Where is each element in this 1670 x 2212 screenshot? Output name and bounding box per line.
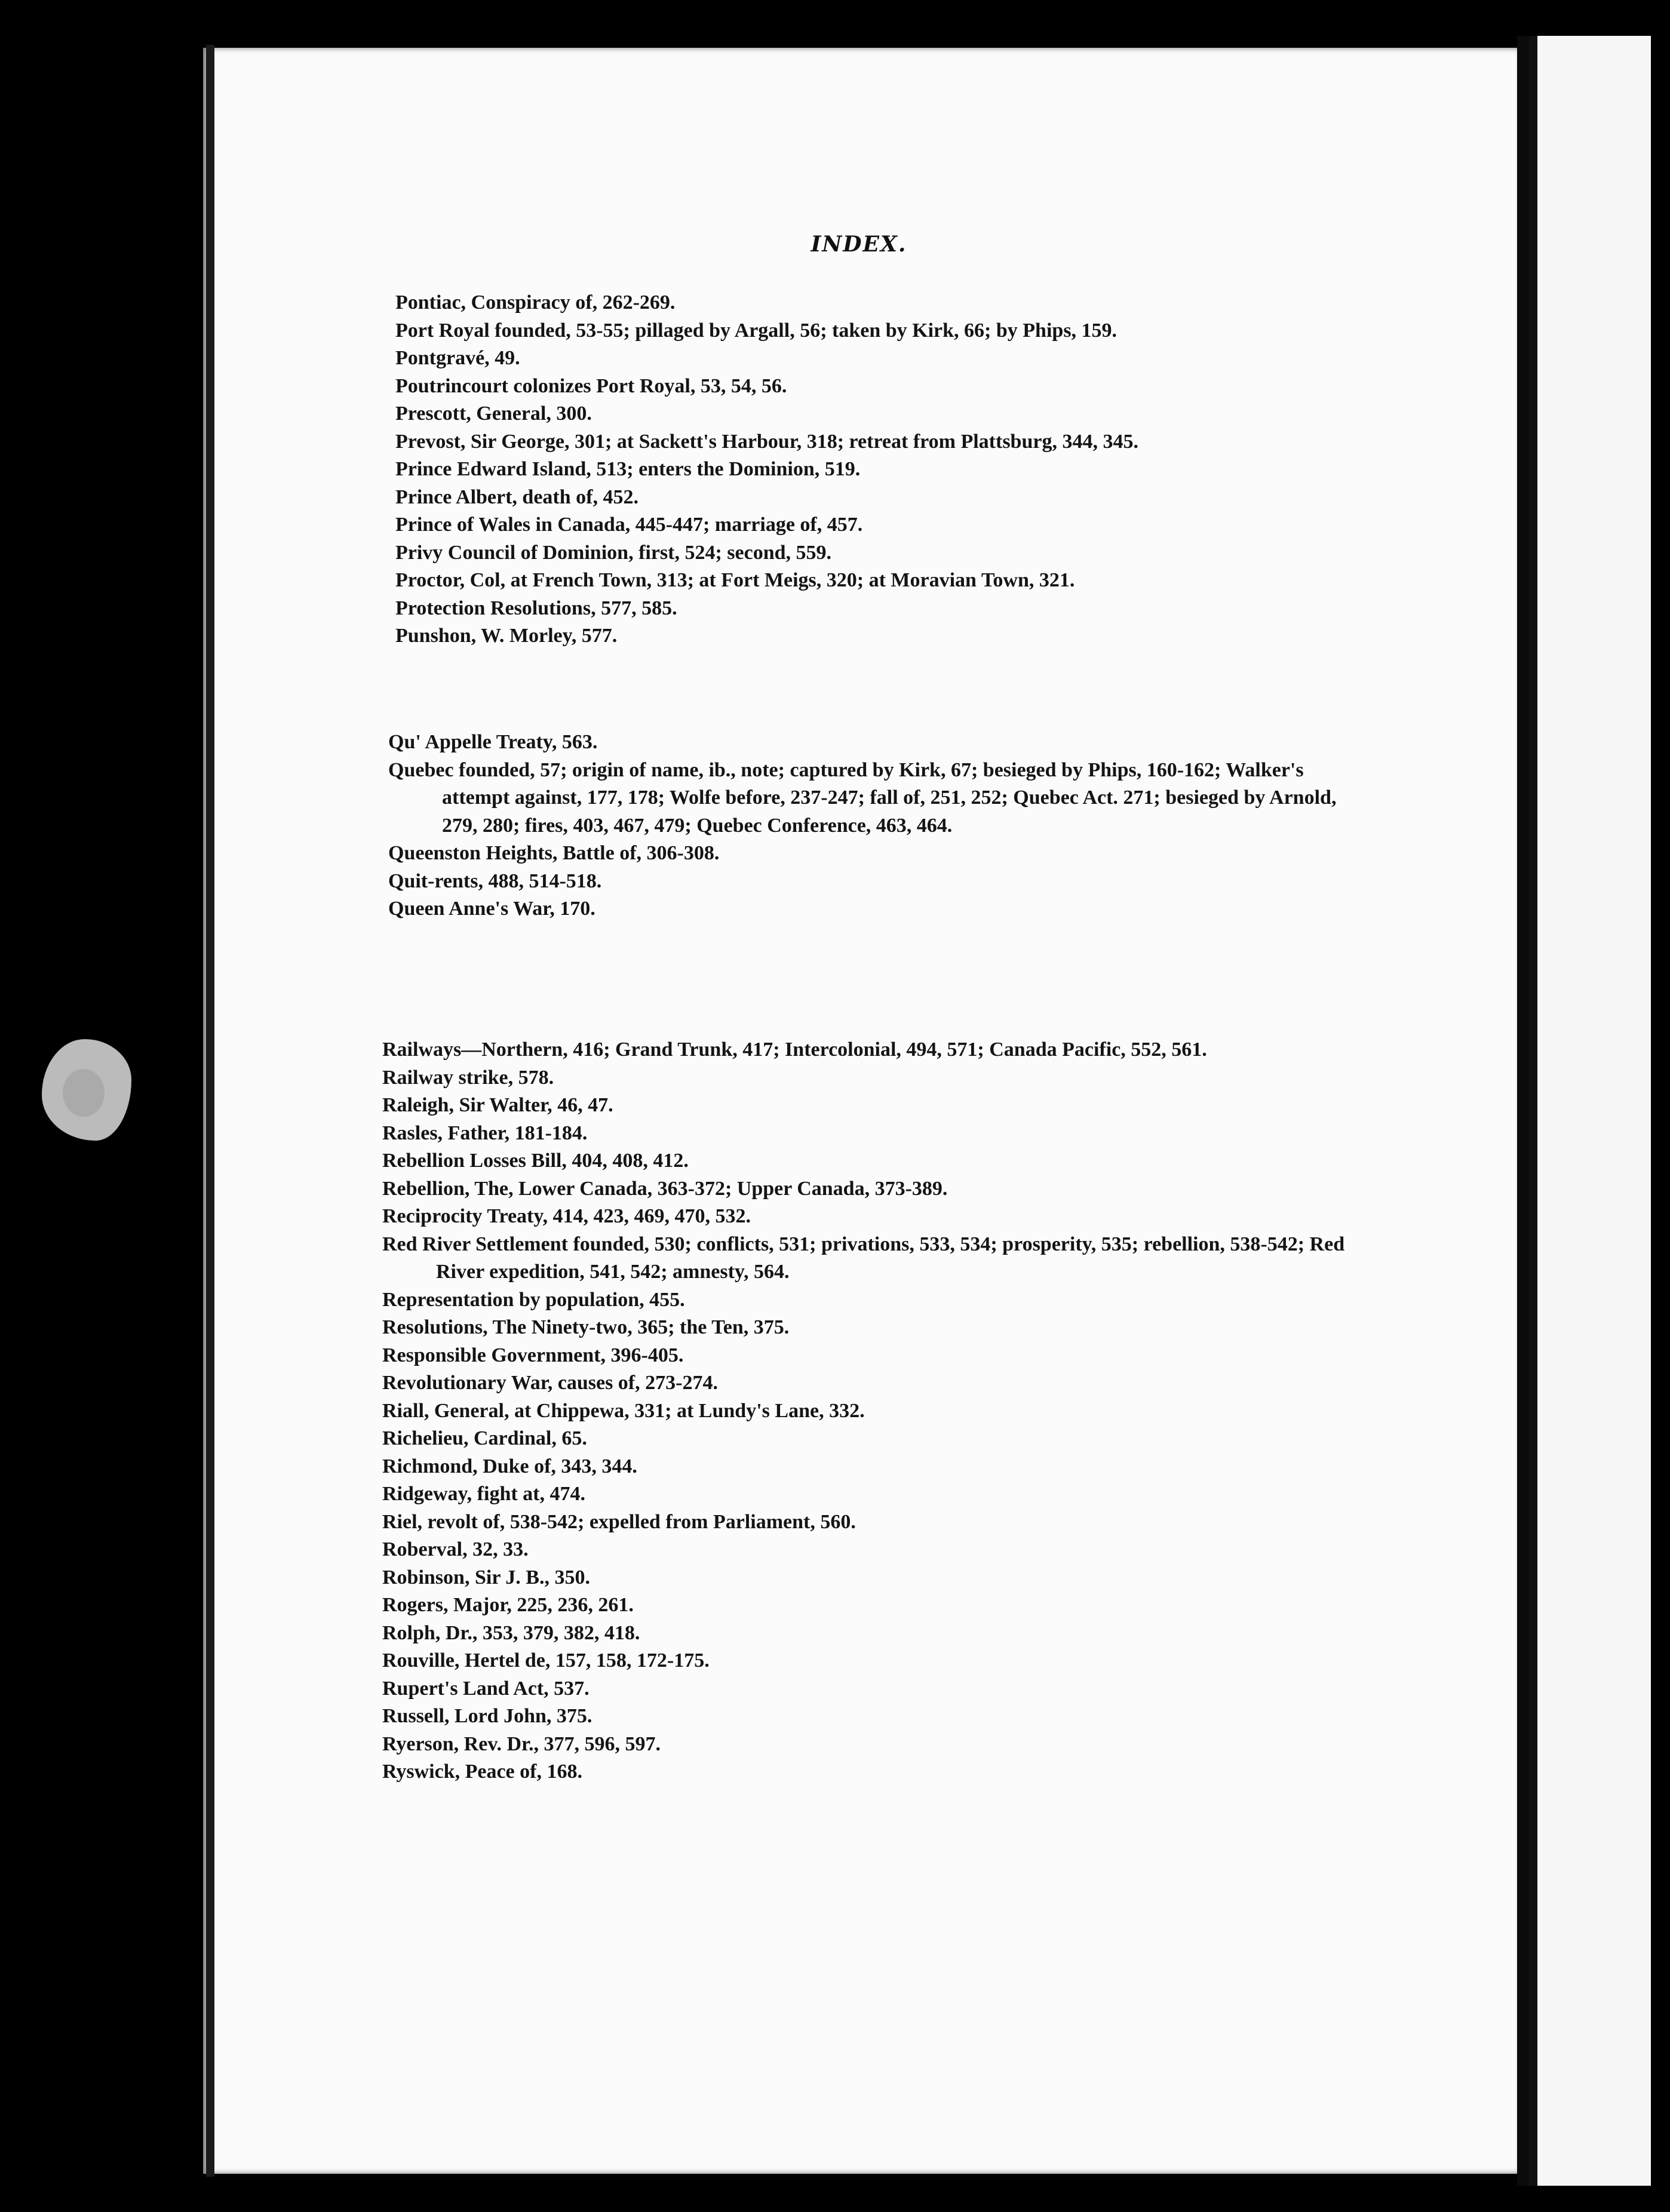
index-entry: Pontgravé, 49. bbox=[395, 347, 520, 369]
index-entry: Rupert's Land Act, 537. bbox=[382, 1677, 590, 1700]
index-entry: Revolutionary War, causes of, 273-274. bbox=[382, 1372, 718, 1394]
index-entry: Rasles, Father, 181-184. bbox=[382, 1122, 588, 1144]
index-entry: Riall, General, at Chippewa, 331; at Lundy's Lane, 332. bbox=[382, 1399, 865, 1422]
index-section-p bbox=[395, 289, 1375, 650]
index-section-q bbox=[388, 729, 1368, 923]
running-header: INDEX. bbox=[811, 232, 907, 257]
index-entry: Roberval, 32, 33. bbox=[382, 1538, 529, 1560]
index-entry: Ryswick, Peace of, 168. bbox=[382, 1761, 582, 1783]
index-entry: Prescott, General, 300. bbox=[395, 403, 592, 425]
index-entry: Queen Anne's War, 170. bbox=[388, 898, 595, 920]
index-entry: Proctor, Col, at French Town, 313; at Fort Meigs, 320; at Moravian Town, 321. bbox=[395, 569, 1075, 591]
index-entry: Prince Albert, death of, 452. bbox=[395, 486, 638, 508]
index-entry: Queenston Heights, Battle of, 306-308. bbox=[388, 842, 720, 864]
index-entry: Robinson, Sir J. B., 350. bbox=[382, 1566, 590, 1589]
film-speck-core bbox=[63, 1069, 105, 1117]
index-entry: Richmond, Duke of, 343, 344. bbox=[382, 1455, 637, 1477]
index-entry: Pontiac, Conspiracy of, 262-269. bbox=[395, 291, 676, 314]
index-entry: Prevost, Sir George, 301; at Sackett's Harbour, 318; retreat from Plattsburg, 344, 345. bbox=[395, 430, 1138, 453]
page-left-edge bbox=[206, 45, 214, 2177]
index-entry: Reciprocity Treaty, 414, 423, 469, 470, 532. bbox=[382, 1205, 751, 1227]
index-entry: Russell, Lord John, 375. bbox=[382, 1705, 593, 1727]
index-entry: Rogers, Major, 225, 236, 261. bbox=[382, 1594, 634, 1616]
index-entry: Richelieu, Cardinal, 65. bbox=[382, 1427, 587, 1449]
index-entry: Rebellion Losses Bill, 404, 408, 412. bbox=[382, 1150, 689, 1172]
index-entry: Quit-rents, 488, 514-518. bbox=[388, 870, 602, 892]
index-entry: Rouville, Hertel de, 157, 158, 172-175. bbox=[382, 1649, 710, 1672]
index-entry: Qu' Appelle Treaty, 563. bbox=[388, 731, 598, 753]
index-entry: Quebec founded, 57; origin of name, ib., note; captured by Kirk, 67; besieged by Phips, 160-162; Walker's attempt against, 177, 178; Wolfe before, 237-247; fall of, 251, 252; Quebec Act. 271; besieged by Arnold, 279, 280; fires, 403, 467, 479; Quebec Conference, 463, 464. bbox=[388, 758, 1337, 837]
index-entry: Red River Settlement founded, 530; conflicts, 531; privations, 533, 534; prosperity, 535; rebellion, 538-542; Red River expedition, 541, 542; amnesty, 564. bbox=[382, 1233, 1345, 1283]
index-entry: Protection Resolutions, 577, 585. bbox=[395, 597, 677, 619]
index-entry: Resolutions, The Ninety-two, 365; the Ten, 375. bbox=[382, 1316, 790, 1338]
index-entry: Punshon, W. Morley, 577. bbox=[395, 625, 618, 647]
index-entry: Prince of Wales in Canada, 445-447; marriage of, 457. bbox=[395, 514, 863, 536]
index-entry: Privy Council of Dominion, first, 524; second, 559. bbox=[395, 541, 832, 564]
index-entry: Ryerson, Rev. Dr., 377, 596, 597. bbox=[382, 1732, 661, 1755]
index-entry: Railway strike, 578. bbox=[382, 1066, 554, 1089]
index-entry: Representation by population, 455. bbox=[382, 1288, 685, 1311]
index-entry: Responsible Government, 396-405. bbox=[382, 1344, 684, 1366]
index-entry: Port Royal founded, 53-55; pillaged by Argall, 56; taken by Kirk, 66; by Phips, 159. bbox=[395, 319, 1118, 342]
index-entry: Raleigh, Sir Walter, 46, 47. bbox=[382, 1094, 613, 1116]
facing-page-edge bbox=[1529, 36, 1651, 2186]
index-entry: Ridgeway, fight at, 474. bbox=[382, 1483, 585, 1505]
index-entry: Riel, revolt of, 538-542; expelled from Parliament, 560. bbox=[382, 1510, 856, 1533]
index-entry: Prince Edward Island, 513; enters the Dominion, 519. bbox=[395, 458, 861, 480]
index-entry: Railways—Northern, 416; Grand Trunk, 417; Intercolonial, 494, 571; Canada Pacific, 552, 561. bbox=[382, 1039, 1207, 1061]
index-entry: Rebellion, The, Lower Canada, 363-372; Upper Canada, 373-389. bbox=[382, 1177, 948, 1200]
index-entry: Rolph, Dr., 353, 379, 382, 418. bbox=[382, 1621, 640, 1644]
index-section-r bbox=[382, 1036, 1362, 1786]
index-entry: Poutrincourt colonizes Port Royal, 53, 54, 56. bbox=[395, 374, 787, 397]
